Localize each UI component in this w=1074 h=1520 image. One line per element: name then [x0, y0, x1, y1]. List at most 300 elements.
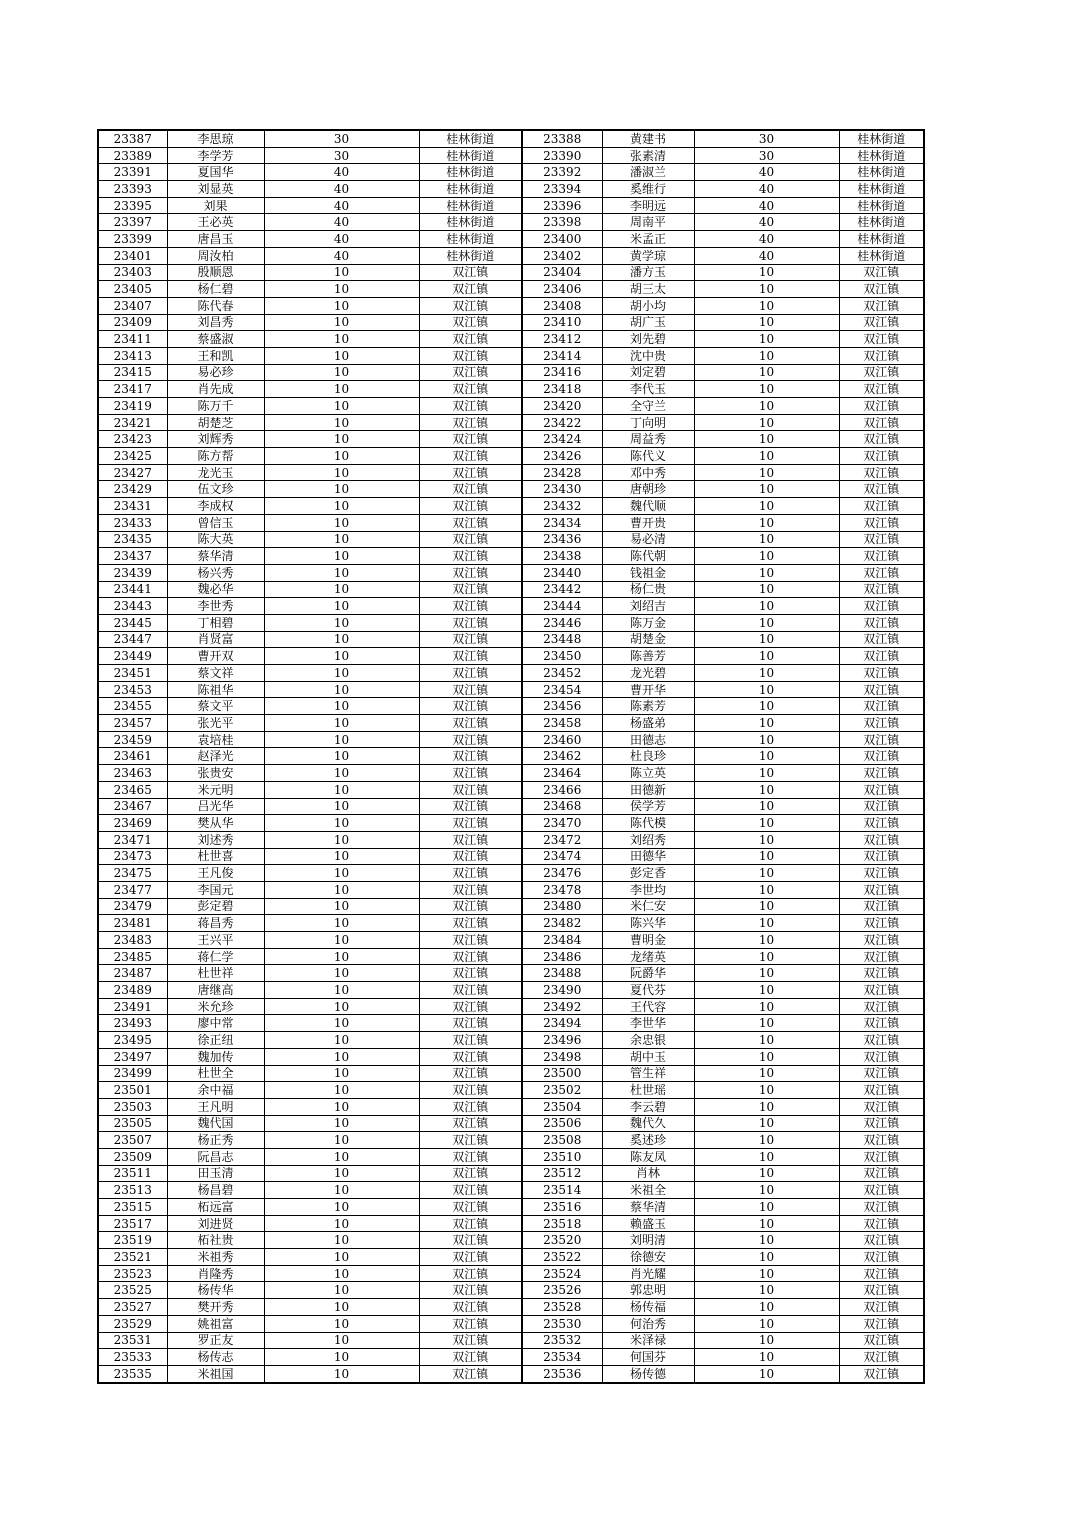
name-cell: 米孟正	[602, 231, 694, 248]
record-id-cell: 23491	[98, 998, 167, 1015]
name-cell: 周南平	[602, 214, 694, 231]
name-cell: 唐昌玉	[167, 231, 264, 248]
amount-cell: 10	[264, 1032, 419, 1049]
amount-cell: 10	[264, 431, 419, 448]
table-row	[98, 297, 924, 314]
amount-cell: 30	[694, 130, 839, 147]
name-cell: 刘先碧	[602, 331, 694, 348]
record-id-cell: 23533	[98, 1349, 167, 1366]
amount-cell: 10	[264, 1249, 419, 1266]
location-cell: 双江镇	[839, 364, 924, 381]
table-row	[98, 314, 924, 331]
record-id-cell: 23435	[98, 531, 167, 548]
table-row	[98, 448, 924, 465]
amount-cell: 10	[694, 281, 839, 298]
records-table-body	[98, 130, 924, 1383]
location-cell: 双江镇	[419, 498, 522, 515]
name-cell: 杨传德	[602, 1365, 694, 1382]
table-row	[98, 130, 924, 147]
amount-cell: 10	[694, 665, 839, 682]
record-id-cell: 23515	[98, 1199, 167, 1216]
table-row	[98, 431, 924, 448]
table-row	[98, 982, 924, 999]
location-cell: 桂林街道	[839, 130, 924, 147]
name-cell: 陈大英	[167, 531, 264, 548]
location-cell: 双江镇	[839, 865, 924, 882]
name-cell: 陈方帮	[167, 448, 264, 465]
amount-cell: 10	[264, 982, 419, 999]
location-cell: 双江镇	[419, 848, 522, 865]
record-id-cell: 23478	[522, 881, 602, 898]
record-id-cell: 23490	[522, 982, 602, 999]
table-row	[98, 681, 924, 698]
name-cell: 柘远富	[167, 1199, 264, 1216]
amount-cell: 10	[694, 581, 839, 598]
location-cell: 桂林街道	[419, 164, 522, 181]
name-cell: 蒋昌秀	[167, 915, 264, 932]
name-cell: 魏必华	[167, 581, 264, 598]
name-cell: 柘社贵	[167, 1232, 264, 1249]
name-cell: 杜世祥	[167, 965, 264, 982]
amount-cell: 10	[694, 548, 839, 565]
name-cell: 李思琼	[167, 130, 264, 147]
name-cell: 何治秀	[602, 1315, 694, 1332]
name-cell: 樊从华	[167, 815, 264, 832]
location-cell: 双江镇	[419, 414, 522, 431]
amount-cell: 10	[264, 1015, 419, 1032]
record-id-cell: 23465	[98, 781, 167, 798]
amount-cell: 10	[264, 1098, 419, 1115]
record-id-cell: 23474	[522, 848, 602, 865]
table-row	[98, 264, 924, 281]
name-cell: 米祖秀	[167, 1249, 264, 1266]
location-cell: 桂林街道	[839, 181, 924, 198]
records-table	[97, 129, 925, 1384]
amount-cell: 10	[694, 1015, 839, 1032]
record-id-cell: 23475	[98, 865, 167, 882]
table-row	[98, 1015, 924, 1032]
table-row	[98, 1098, 924, 1115]
name-cell: 唐继高	[167, 982, 264, 999]
table-row	[98, 548, 924, 565]
name-cell: 周益秀	[602, 431, 694, 448]
location-cell: 双江镇	[419, 1048, 522, 1065]
name-cell: 刘进贤	[167, 1215, 264, 1232]
record-id-cell: 23440	[522, 564, 602, 581]
record-id-cell: 23405	[98, 281, 167, 298]
record-id-cell: 23505	[98, 1115, 167, 1132]
location-cell: 双江镇	[839, 932, 924, 949]
table-row	[98, 898, 924, 915]
name-cell: 王代容	[602, 998, 694, 1015]
location-cell: 双江镇	[419, 564, 522, 581]
name-cell: 沈中贵	[602, 347, 694, 364]
amount-cell: 10	[264, 331, 419, 348]
amount-cell: 10	[264, 698, 419, 715]
record-id-cell: 23448	[522, 631, 602, 648]
location-cell: 双江镇	[419, 364, 522, 381]
location-cell: 双江镇	[419, 347, 522, 364]
record-id-cell: 23486	[522, 948, 602, 965]
name-cell: 杨仁碧	[167, 281, 264, 298]
name-cell: 米元明	[167, 781, 264, 798]
name-cell: 杨昌碧	[167, 1182, 264, 1199]
name-cell: 陈立英	[602, 765, 694, 782]
location-cell: 桂林街道	[839, 164, 924, 181]
location-cell: 双江镇	[419, 815, 522, 832]
table-row	[98, 1365, 924, 1382]
location-cell: 双江镇	[839, 598, 924, 615]
name-cell: 米祖国	[167, 1365, 264, 1382]
amount-cell: 10	[694, 1199, 839, 1216]
location-cell: 双江镇	[839, 765, 924, 782]
amount-cell: 10	[694, 1048, 839, 1065]
name-cell: 伍文珍	[167, 481, 264, 498]
amount-cell: 10	[694, 1265, 839, 1282]
amount-cell: 10	[694, 1232, 839, 1249]
record-id-cell: 23403	[98, 264, 167, 281]
record-id-cell: 23387	[98, 130, 167, 147]
location-cell: 双江镇	[419, 665, 522, 682]
amount-cell: 10	[694, 498, 839, 515]
record-id-cell: 23437	[98, 548, 167, 565]
amount-cell: 10	[694, 748, 839, 765]
name-cell: 李学芳	[167, 147, 264, 164]
name-cell: 李世华	[602, 1015, 694, 1032]
record-id-cell: 23393	[98, 181, 167, 198]
record-id-cell: 23513	[98, 1182, 167, 1199]
table-row	[98, 932, 924, 949]
location-cell: 双江镇	[419, 481, 522, 498]
location-cell: 双江镇	[419, 915, 522, 932]
table-row	[98, 1315, 924, 1332]
record-id-cell: 23416	[522, 364, 602, 381]
table-row	[98, 731, 924, 748]
name-cell: 胡楚芝	[167, 414, 264, 431]
name-cell: 钱祖金	[602, 564, 694, 581]
amount-cell: 10	[694, 932, 839, 949]
name-cell: 黄学琼	[602, 247, 694, 264]
record-id-cell: 23450	[522, 648, 602, 665]
name-cell: 杜世喜	[167, 848, 264, 865]
record-id-cell: 23453	[98, 681, 167, 698]
amount-cell: 10	[264, 932, 419, 949]
amount-cell: 10	[694, 1065, 839, 1082]
amount-cell: 10	[264, 498, 419, 515]
amount-cell: 10	[264, 398, 419, 415]
name-cell: 肖隆秀	[167, 1265, 264, 1282]
table-row	[98, 181, 924, 198]
name-cell: 杨传福	[602, 1299, 694, 1316]
location-cell: 桂林街道	[839, 197, 924, 214]
location-cell: 双江镇	[419, 431, 522, 448]
location-cell: 双江镇	[419, 765, 522, 782]
record-id-cell: 23508	[522, 1132, 602, 1149]
location-cell: 双江镇	[839, 398, 924, 415]
name-cell: 周汝柏	[167, 247, 264, 264]
name-cell: 廖中常	[167, 1015, 264, 1032]
record-id-cell: 23520	[522, 1232, 602, 1249]
table-row	[98, 1232, 924, 1249]
name-cell: 张贵安	[167, 765, 264, 782]
amount-cell: 10	[264, 347, 419, 364]
record-id-cell: 23535	[98, 1365, 167, 1382]
amount-cell: 40	[264, 231, 419, 248]
table-row	[98, 815, 924, 832]
name-cell: 蔡华清	[167, 548, 264, 565]
name-cell: 丁向明	[602, 414, 694, 431]
table-row	[98, 1048, 924, 1065]
amount-cell: 10	[264, 1199, 419, 1216]
table-row	[98, 1165, 924, 1182]
record-id-cell: 23432	[522, 498, 602, 515]
record-id-cell: 23451	[98, 665, 167, 682]
location-cell: 双江镇	[419, 264, 522, 281]
amount-cell: 10	[694, 681, 839, 698]
amount-cell: 10	[694, 481, 839, 498]
record-id-cell: 23420	[522, 398, 602, 415]
amount-cell: 10	[264, 531, 419, 548]
location-cell: 双江镇	[419, 865, 522, 882]
table-row	[98, 231, 924, 248]
amount-cell: 40	[264, 247, 419, 264]
name-cell: 杜良珍	[602, 748, 694, 765]
record-id-cell: 23497	[98, 1048, 167, 1065]
amount-cell: 10	[264, 681, 419, 698]
location-cell: 双江镇	[839, 1249, 924, 1266]
record-id-cell: 23525	[98, 1282, 167, 1299]
location-cell: 双江镇	[419, 514, 522, 531]
record-id-cell: 23411	[98, 331, 167, 348]
name-cell: 杜世瑶	[602, 1082, 694, 1099]
amount-cell: 10	[694, 431, 839, 448]
location-cell: 双江镇	[839, 1232, 924, 1249]
amount-cell: 10	[264, 1165, 419, 1182]
location-cell: 桂林街道	[419, 130, 522, 147]
amount-cell: 10	[264, 798, 419, 815]
location-cell: 双江镇	[419, 1215, 522, 1232]
location-cell: 双江镇	[839, 381, 924, 398]
record-id-cell: 23503	[98, 1098, 167, 1115]
name-cell: 刘昌秀	[167, 314, 264, 331]
name-cell: 陈万金	[602, 614, 694, 631]
record-id-cell: 23396	[522, 197, 602, 214]
record-id-cell: 23408	[522, 297, 602, 314]
name-cell: 刘定碧	[602, 364, 694, 381]
amount-cell: 10	[694, 998, 839, 1015]
amount-cell: 10	[694, 464, 839, 481]
record-id-cell: 23422	[522, 414, 602, 431]
location-cell: 双江镇	[839, 1349, 924, 1366]
name-cell: 李云碧	[602, 1098, 694, 1115]
record-id-cell: 23492	[522, 998, 602, 1015]
name-cell: 袁培桂	[167, 731, 264, 748]
name-cell: 全守兰	[602, 398, 694, 415]
record-id-cell: 23389	[98, 147, 167, 164]
table-row	[98, 1082, 924, 1099]
location-cell: 双江镇	[839, 648, 924, 665]
record-id-cell: 23419	[98, 398, 167, 415]
amount-cell: 10	[264, 765, 419, 782]
location-cell: 双江镇	[839, 514, 924, 531]
name-cell: 蔡文祥	[167, 665, 264, 682]
amount-cell: 10	[694, 414, 839, 431]
location-cell: 双江镇	[419, 898, 522, 915]
location-cell: 双江镇	[419, 1032, 522, 1049]
location-cell: 双江镇	[839, 614, 924, 631]
amount-cell: 10	[694, 448, 839, 465]
record-id-cell: 23495	[98, 1032, 167, 1049]
table-row	[98, 164, 924, 181]
location-cell: 双江镇	[839, 464, 924, 481]
location-cell: 双江镇	[419, 531, 522, 548]
amount-cell: 10	[694, 1082, 839, 1099]
name-cell: 杨传志	[167, 1349, 264, 1366]
record-id-cell: 23507	[98, 1132, 167, 1149]
location-cell: 双江镇	[419, 1249, 522, 1266]
amount-cell: 10	[264, 448, 419, 465]
location-cell: 双江镇	[419, 881, 522, 898]
table-row	[98, 531, 924, 548]
name-cell: 龙绪英	[602, 948, 694, 965]
location-cell: 双江镇	[839, 1048, 924, 1065]
table-row	[98, 614, 924, 631]
location-cell: 双江镇	[839, 548, 924, 565]
table-row	[98, 631, 924, 648]
location-cell: 双江镇	[839, 1165, 924, 1182]
name-cell: 杜世全	[167, 1065, 264, 1082]
location-cell: 双江镇	[839, 1148, 924, 1165]
record-id-cell: 23457	[98, 715, 167, 732]
location-cell: 桂林街道	[839, 214, 924, 231]
location-cell: 双江镇	[839, 982, 924, 999]
amount-cell: 10	[694, 1032, 839, 1049]
record-id-cell: 23485	[98, 948, 167, 965]
record-id-cell: 23447	[98, 631, 167, 648]
location-cell: 双江镇	[419, 748, 522, 765]
location-cell: 双江镇	[839, 948, 924, 965]
name-cell: 胡中玉	[602, 1048, 694, 1065]
amount-cell: 10	[694, 381, 839, 398]
location-cell: 双江镇	[839, 1315, 924, 1332]
table-row	[98, 1215, 924, 1232]
location-cell: 双江镇	[839, 1282, 924, 1299]
amount-cell: 10	[264, 715, 419, 732]
name-cell: 赖盛玉	[602, 1215, 694, 1232]
record-id-cell: 23534	[522, 1349, 602, 1366]
location-cell: 双江镇	[839, 1082, 924, 1099]
record-id-cell: 23458	[522, 715, 602, 732]
amount-cell: 10	[264, 481, 419, 498]
record-id-cell: 23444	[522, 598, 602, 615]
record-id-cell: 23412	[522, 331, 602, 348]
name-cell: 李世秀	[167, 598, 264, 615]
record-id-cell: 23391	[98, 164, 167, 181]
record-id-cell: 23531	[98, 1332, 167, 1349]
location-cell: 双江镇	[839, 748, 924, 765]
amount-cell: 10	[694, 781, 839, 798]
record-id-cell: 23480	[522, 898, 602, 915]
amount-cell: 10	[264, 514, 419, 531]
record-id-cell: 23459	[98, 731, 167, 748]
record-id-cell: 23532	[522, 1332, 602, 1349]
name-cell: 易必清	[602, 531, 694, 548]
table-row	[98, 1032, 924, 1049]
record-id-cell: 23481	[98, 915, 167, 932]
amount-cell: 10	[264, 381, 419, 398]
record-id-cell: 23429	[98, 481, 167, 498]
location-cell: 双江镇	[419, 831, 522, 848]
record-id-cell: 23455	[98, 698, 167, 715]
amount-cell: 10	[264, 297, 419, 314]
amount-cell: 10	[264, 731, 419, 748]
name-cell: 魏代国	[167, 1115, 264, 1132]
amount-cell: 10	[264, 464, 419, 481]
amount-cell: 10	[264, 1265, 419, 1282]
amount-cell: 40	[264, 197, 419, 214]
location-cell: 双江镇	[839, 531, 924, 548]
amount-cell: 10	[694, 648, 839, 665]
location-cell: 双江镇	[839, 681, 924, 698]
record-id-cell: 23498	[522, 1048, 602, 1065]
amount-cell: 10	[694, 948, 839, 965]
name-cell: 余忠银	[602, 1032, 694, 1049]
location-cell: 双江镇	[839, 1332, 924, 1349]
location-cell: 双江镇	[419, 1082, 522, 1099]
location-cell: 双江镇	[419, 331, 522, 348]
amount-cell: 10	[694, 1165, 839, 1182]
name-cell: 易必珍	[167, 364, 264, 381]
name-cell: 蔡盛淑	[167, 331, 264, 348]
location-cell: 双江镇	[839, 715, 924, 732]
record-id-cell: 23452	[522, 665, 602, 682]
table-row	[98, 865, 924, 882]
location-cell: 双江镇	[419, 1332, 522, 1349]
amount-cell: 10	[694, 264, 839, 281]
name-cell: 米允珍	[167, 998, 264, 1015]
amount-cell: 40	[264, 181, 419, 198]
location-cell: 双江镇	[419, 398, 522, 415]
record-id-cell: 23536	[522, 1365, 602, 1382]
location-cell: 桂林街道	[419, 147, 522, 164]
amount-cell: 10	[694, 564, 839, 581]
name-cell: 李国元	[167, 881, 264, 898]
amount-cell: 10	[694, 798, 839, 815]
amount-cell: 10	[264, 281, 419, 298]
amount-cell: 10	[694, 1349, 839, 1366]
amount-cell: 10	[264, 748, 419, 765]
amount-cell: 10	[694, 1365, 839, 1382]
amount-cell: 10	[694, 848, 839, 865]
name-cell: 曹开贵	[602, 514, 694, 531]
record-id-cell: 23473	[98, 848, 167, 865]
amount-cell: 10	[694, 1315, 839, 1332]
table-row	[98, 698, 924, 715]
table-row	[98, 1282, 924, 1299]
name-cell: 唐朝珍	[602, 481, 694, 498]
record-id-cell: 23467	[98, 798, 167, 815]
name-cell: 田德志	[602, 731, 694, 748]
location-cell: 双江镇	[419, 1232, 522, 1249]
amount-cell: 10	[264, 898, 419, 915]
record-id-cell: 23388	[522, 130, 602, 147]
name-cell: 刘绍吉	[602, 598, 694, 615]
table-row	[98, 998, 924, 1015]
record-id-cell: 23397	[98, 214, 167, 231]
table-row	[98, 414, 924, 431]
amount-cell: 10	[694, 347, 839, 364]
record-id-cell: 23487	[98, 965, 167, 982]
